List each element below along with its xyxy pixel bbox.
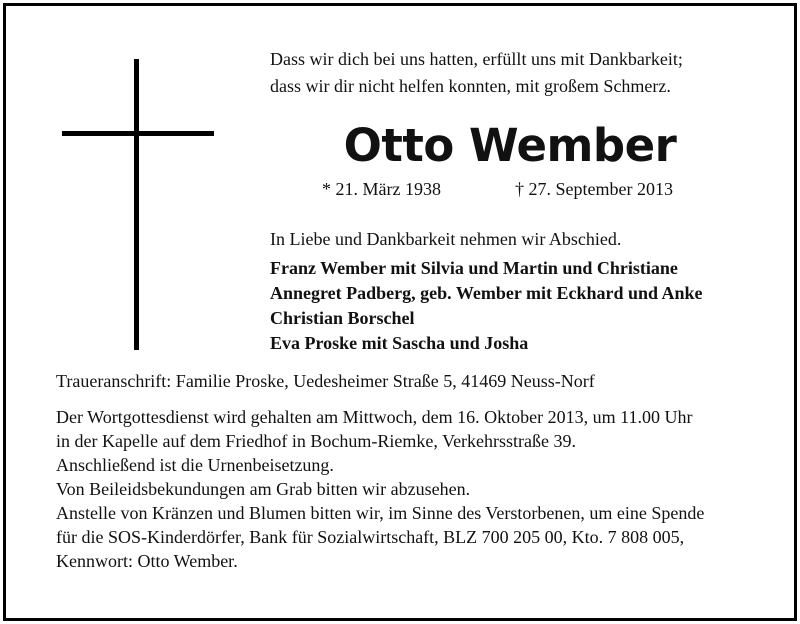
cross-icon-bar <box>62 131 214 136</box>
deceased-name: Otto Wember <box>343 119 677 172</box>
memorial-quote <box>270 46 683 100</box>
info-line: Anschließend ist die Urnenbeisetzung. <box>56 455 334 475</box>
info-line: Anstelle von Kränzen und Blumen bitten wir, im Sinne des Verstorbenen, um eine Spende <box>56 503 705 523</box>
service-info <box>56 405 704 573</box>
family-list <box>270 256 703 356</box>
family-member: Annegret Padberg, geb. Wember mit Eckhard und Anke <box>270 283 703 303</box>
family-member: Christian Borschel <box>270 308 415 328</box>
cross-icon <box>134 59 139 350</box>
info-line: Von Beileidsbekundungen am Grab bitten wir abzusehen. <box>56 479 471 499</box>
info-line: in der Kapelle auf dem Friedhof in Bochum-Riemke, Verkehrsstraße 39. <box>56 431 577 451</box>
quote-line: Dass wir dich bei uns hatten, erfüllt uns mit Dankbarkeit; <box>270 49 683 69</box>
death-date: † 27. September 2013 <box>515 179 673 199</box>
quote-line: dass wir dir nicht helfen konnten, mit großem Schmerz. <box>270 76 671 96</box>
family-member: Eva Proske mit Sascha und Josha <box>270 333 529 353</box>
farewell-text: In Liebe und Dankbarkeit nehmen wir Abschied. <box>270 229 622 249</box>
info-line: Kennwort: Otto Wember. <box>56 551 238 571</box>
mourning-address: Traueranschrift: Familie Proske, Uedesheimer Straße 5, 41469 Neuss-Norf <box>56 371 595 391</box>
birth-date: * 21. März 1938 <box>322 179 441 199</box>
family-member: Franz Wember mit Silvia und Martin und Christiane <box>270 258 678 278</box>
info-line: für die SOS-Kinderdörfer, Bank für Sozialwirtschaft, BLZ 700 205 00, Kto. 7 808 005, <box>56 527 685 547</box>
info-line: Der Wortgottesdienst wird gehalten am Mittwoch, dem 16. Oktober 2013, um 11.00 Uhr <box>56 407 693 427</box>
